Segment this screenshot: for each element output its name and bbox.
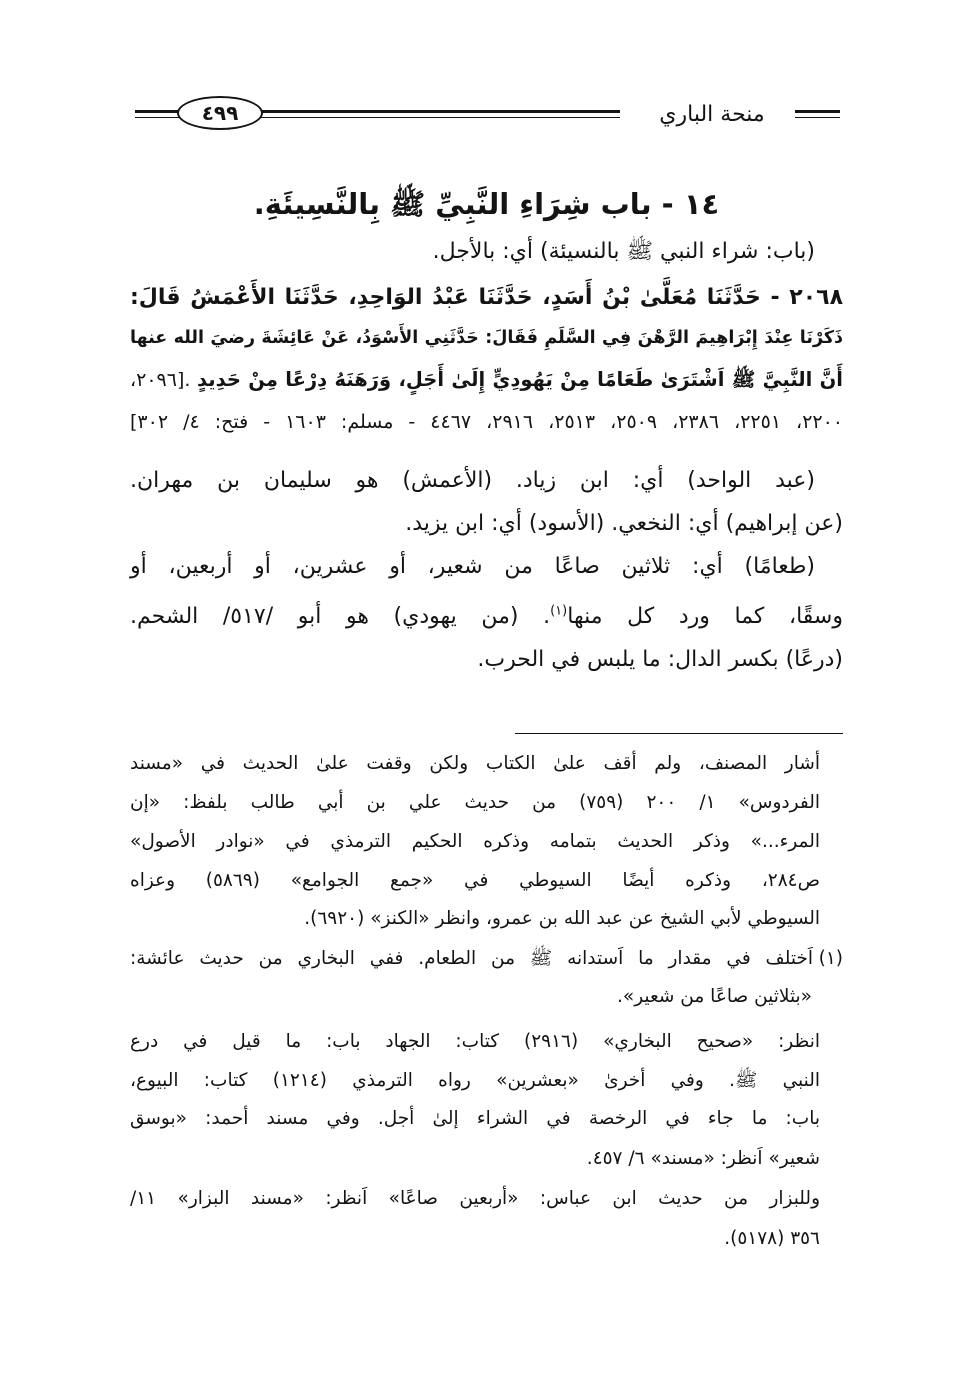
header-rule-right: [795, 110, 840, 118]
footnote-reference: (١): [550, 603, 568, 619]
running-title: منحة الباري: [659, 102, 765, 127]
footnote-line: اَختلف في مقدار ما اَستدانه ﷺ من الطعام. ففي البخاري من حديث عائشة:: [130, 948, 813, 969]
commentary-line: (عن إبراهيم) أي: النخعي. (الأسود) أي: ابن يزيد.: [405, 511, 843, 536]
commentary-text: . (من يهودي) هو أبو /٥١٧/ الشحم.: [130, 604, 551, 629]
commentary-line: [130, 597, 843, 637]
hadith-line-text: أَنَّ النَّبِيَّ ﷺ اَشْتَرَىٰ طَعَامًا مِنْ يَهُودِيٍّ إِلَىٰ أَجَلٍ، وَرَهَنَهُ دِرْعًا مِنْ حَدِيدٍ: [197, 368, 843, 391]
hadith-cross-references: .[٢٠٩٦،: [130, 369, 198, 391]
footnote-line: السيوطي لأبي الشيخ عن عبد الله بن عمرو، وانظر «الكنز» (٦٩٢٠).: [304, 908, 820, 929]
footnote-line: شعير» اَنظر: «مسند» ٦/ ٤٥٧.: [586, 1148, 820, 1169]
hadith-line: ٢٠٦٨ - حَدَّثَنَا مُعَلَّىٰ بْنُ أَسَدٍ، حَدَّثَنَا عَبْدُ الوَاحِدِ، حَدَّثَنَا الأَعْمَشُ قَالَ:: [130, 285, 843, 310]
chapter-title: ١٤ - باب شِرَاءِ النَّبِيِّ ﷺ بِالنَّسِيئَةِ.: [253, 187, 720, 221]
commentary-line: (عبد الواحد) أي: ابن زياد. (الأعمش) هو سليمان بن مهران.: [130, 468, 815, 493]
footnote-line: ص٢٨٤، وذكره أيضًا السيوطي في «جمع الجوامع» (٥٨٦٩) وعزاه: [130, 870, 820, 891]
footnote-line: «بثلاثين صاعًا من شعير».: [617, 986, 812, 1007]
footnote-line: وللبزار من حديث ابن عباس: «أربعين صاعًا» اَنظر: «مسند البزار» ١١/: [130, 1188, 820, 1209]
page-number: [177, 96, 263, 130]
page-number-text: ٤٩٩: [201, 101, 239, 125]
footnote-line: ٣٥٦ (٥١٧٨).: [724, 1228, 820, 1249]
footnote-marker: (١): [818, 948, 843, 969]
footnote-line: أشار المصنف، ولم أقف علىٰ الكتاب ولكن وقفت علىٰ الحديث في «مسند: [130, 753, 820, 774]
commentary-line: (طعامًا) أي: ثلاثين صاعًا من شعير، أو عشرين، أو أربعين، أو: [130, 554, 815, 579]
hadith-cross-references: ٢٢٠٠، ٢٢٥١، ٢٣٨٦، ٢٥٠٩، ٢٥١٣، ٢٩١٦، ٤٤٦٧ - مسلم: ١٦٠٣ - فتح: ٤/ ٣٠٢]: [130, 411, 844, 433]
footnote-line: المرء...» وذكر الحديث بتمامه وذكره الحكيم الترمذي في «نوادر الأصول»: [130, 831, 820, 852]
footnote-line: النبي ﷺ. وفي أخرىٰ «بعشرين» رواه الترمذي (١٢١٤) كتاب: البيوع،: [130, 1070, 820, 1091]
footnote-divider: [515, 733, 843, 734]
commentary-text: وسقًا، كما ورد كل منها: [567, 604, 843, 629]
footnote-line: الفردوس» ١/ ٢٠٠ (٧٥٩) من حديث علي بن أبي طالب بلفظ: «إن: [130, 792, 821, 813]
footnote-line: باب: ما جاء في الرخصة في الشراء إلىٰ أجل. وفي مسند أحمد: «بوسق: [130, 1108, 820, 1129]
footnote-line: انظر: «صحيح البخاري» (٢٩١٦) كتاب: الجهاد باب: ما قيل في درع: [130, 1031, 820, 1052]
hadith-line: [130, 360, 843, 400]
chapter-explanation: (باب: شراء النبي ﷺ بالنسيئة) أي: بالأجل.: [432, 239, 815, 264]
commentary-line: (درعًا) بكسر الدال: ما يلبس في الحرب.: [477, 647, 843, 672]
hadith-line: ذَكَرْنَا عِنْدَ إِبْرَاهِيمَ الرَّهْنَ فِي السَّلَمِ فَقَالَ: حَدَّثَنِي الأَسْوَدُ، عَنْ عَائِشَةَ رضيَ الله عنها: [130, 328, 843, 348]
